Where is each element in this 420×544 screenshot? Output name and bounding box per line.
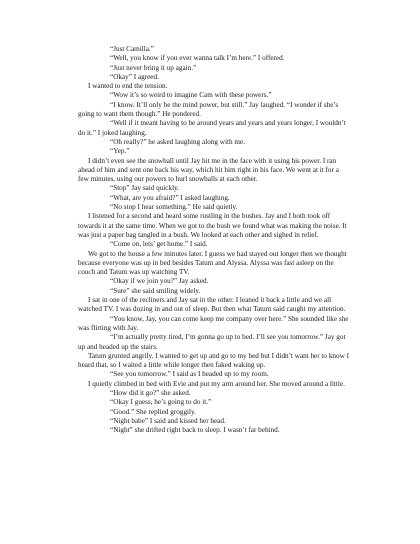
paragraph: “Good.” She replied groggily. — [110, 407, 196, 416]
paragraph: “You know, Jay, you can come keep me company over here.” She sounded like she was flirting with Jay. — [78, 314, 349, 332]
paragraph: “Night babe” I said and kissed her head. — [110, 416, 226, 425]
paragraph: “See you tomorrow.” I said as I headed up to my room. — [110, 370, 269, 379]
paragraph: “Well, you know if you ever wanna talk I’m here.” I offered. — [110, 54, 285, 63]
paragraph: I listened for a second and heard some rustling in the bushes. Jay and I both took off towards it at the same time. When we got to the bush we found what was making the noise. It was just a paper bag tangled in a bush. We looked at each other and sighed in relief. — [78, 212, 347, 239]
paragraph: Tatum grunted angrily. I wanted to get up and go to my bed but I didn’t want her to know I heard that, so I waited a little while longer then faked waking up. — [78, 351, 349, 370]
paragraph: “Stop” Jay said quickly. — [110, 184, 179, 193]
paragraph: I sat in one of the recliners and Jay sat in the other. I leaned it back a little and we all watched TV. I was dozing in and out of sleep. But then what Tatum said caught my attention. — [78, 296, 346, 314]
paragraph: I didn’t even see the snowball until Jay hit me in the face with it using his power. I ran ahead of him and sent one back his way, which hit him right in his face. We went at it for a few minutes, using our powers to hurl snowballs at each other. — [78, 156, 339, 184]
paragraph: “How did it go?” she asked. — [110, 388, 191, 397]
story-text — [78, 45, 350, 435]
paragraph: “Night” she drifted right back to sleep. I wasn’t far behind. — [110, 426, 280, 435]
paragraph: “Oh really?” he asked laughing along with me. — [110, 137, 245, 146]
paragraph: I quietly climbed in bed with Evie and put my arm around her. She moved around a little. — [88, 379, 345, 388]
paragraph: “What, are you afraid?” I asked laughing. — [110, 193, 230, 202]
paragraph: “Just Camilla.” — [110, 45, 154, 53]
paragraph: “Wow it’s so weird to imagine Cam with these powers.” — [110, 91, 272, 100]
paragraph: “Okay if we join you?” Jay asked. — [110, 277, 209, 286]
paragraph: “I’m actually pretty tired, I’m gonna go up to bed. I’ll see you tomorrow.” Jay got up and headed up the stairs. — [78, 333, 346, 351]
paragraph: I wanted to end the tension. — [88, 82, 168, 91]
paragraph: “I know. It’ll only be the mind power, but still.” Jay laughed. “I wonder if she’s going to want them though.” He pondered. — [78, 100, 339, 119]
paragraph: “Sure” she said smiling widely. — [110, 286, 201, 295]
paragraph: “Just never bring it up again.” — [110, 63, 197, 72]
paragraph: “Okay” I agreed. — [110, 72, 159, 81]
paragraph: We got to the house a few minutes later. I guess we had stayed out longer then we thought because everyone was up in bed besides Tatum and Alyssa. Alyssa was fast asleep on the couch and Tatum was up watching TV. — [78, 249, 347, 277]
paragraph: “Well if it meant having to be around years and years and years longer, I wouldn’t do it.” I joked laughing. — [78, 119, 346, 137]
paragraph: “Yep.” — [110, 147, 130, 156]
paragraph: “Okay I guess, he’s going to do it.” — [110, 398, 212, 407]
paragraph: “No stop I hear something.” He said quietly. — [110, 203, 238, 212]
paragraph: “Come on, lets’ get home.” I said. — [110, 240, 208, 249]
